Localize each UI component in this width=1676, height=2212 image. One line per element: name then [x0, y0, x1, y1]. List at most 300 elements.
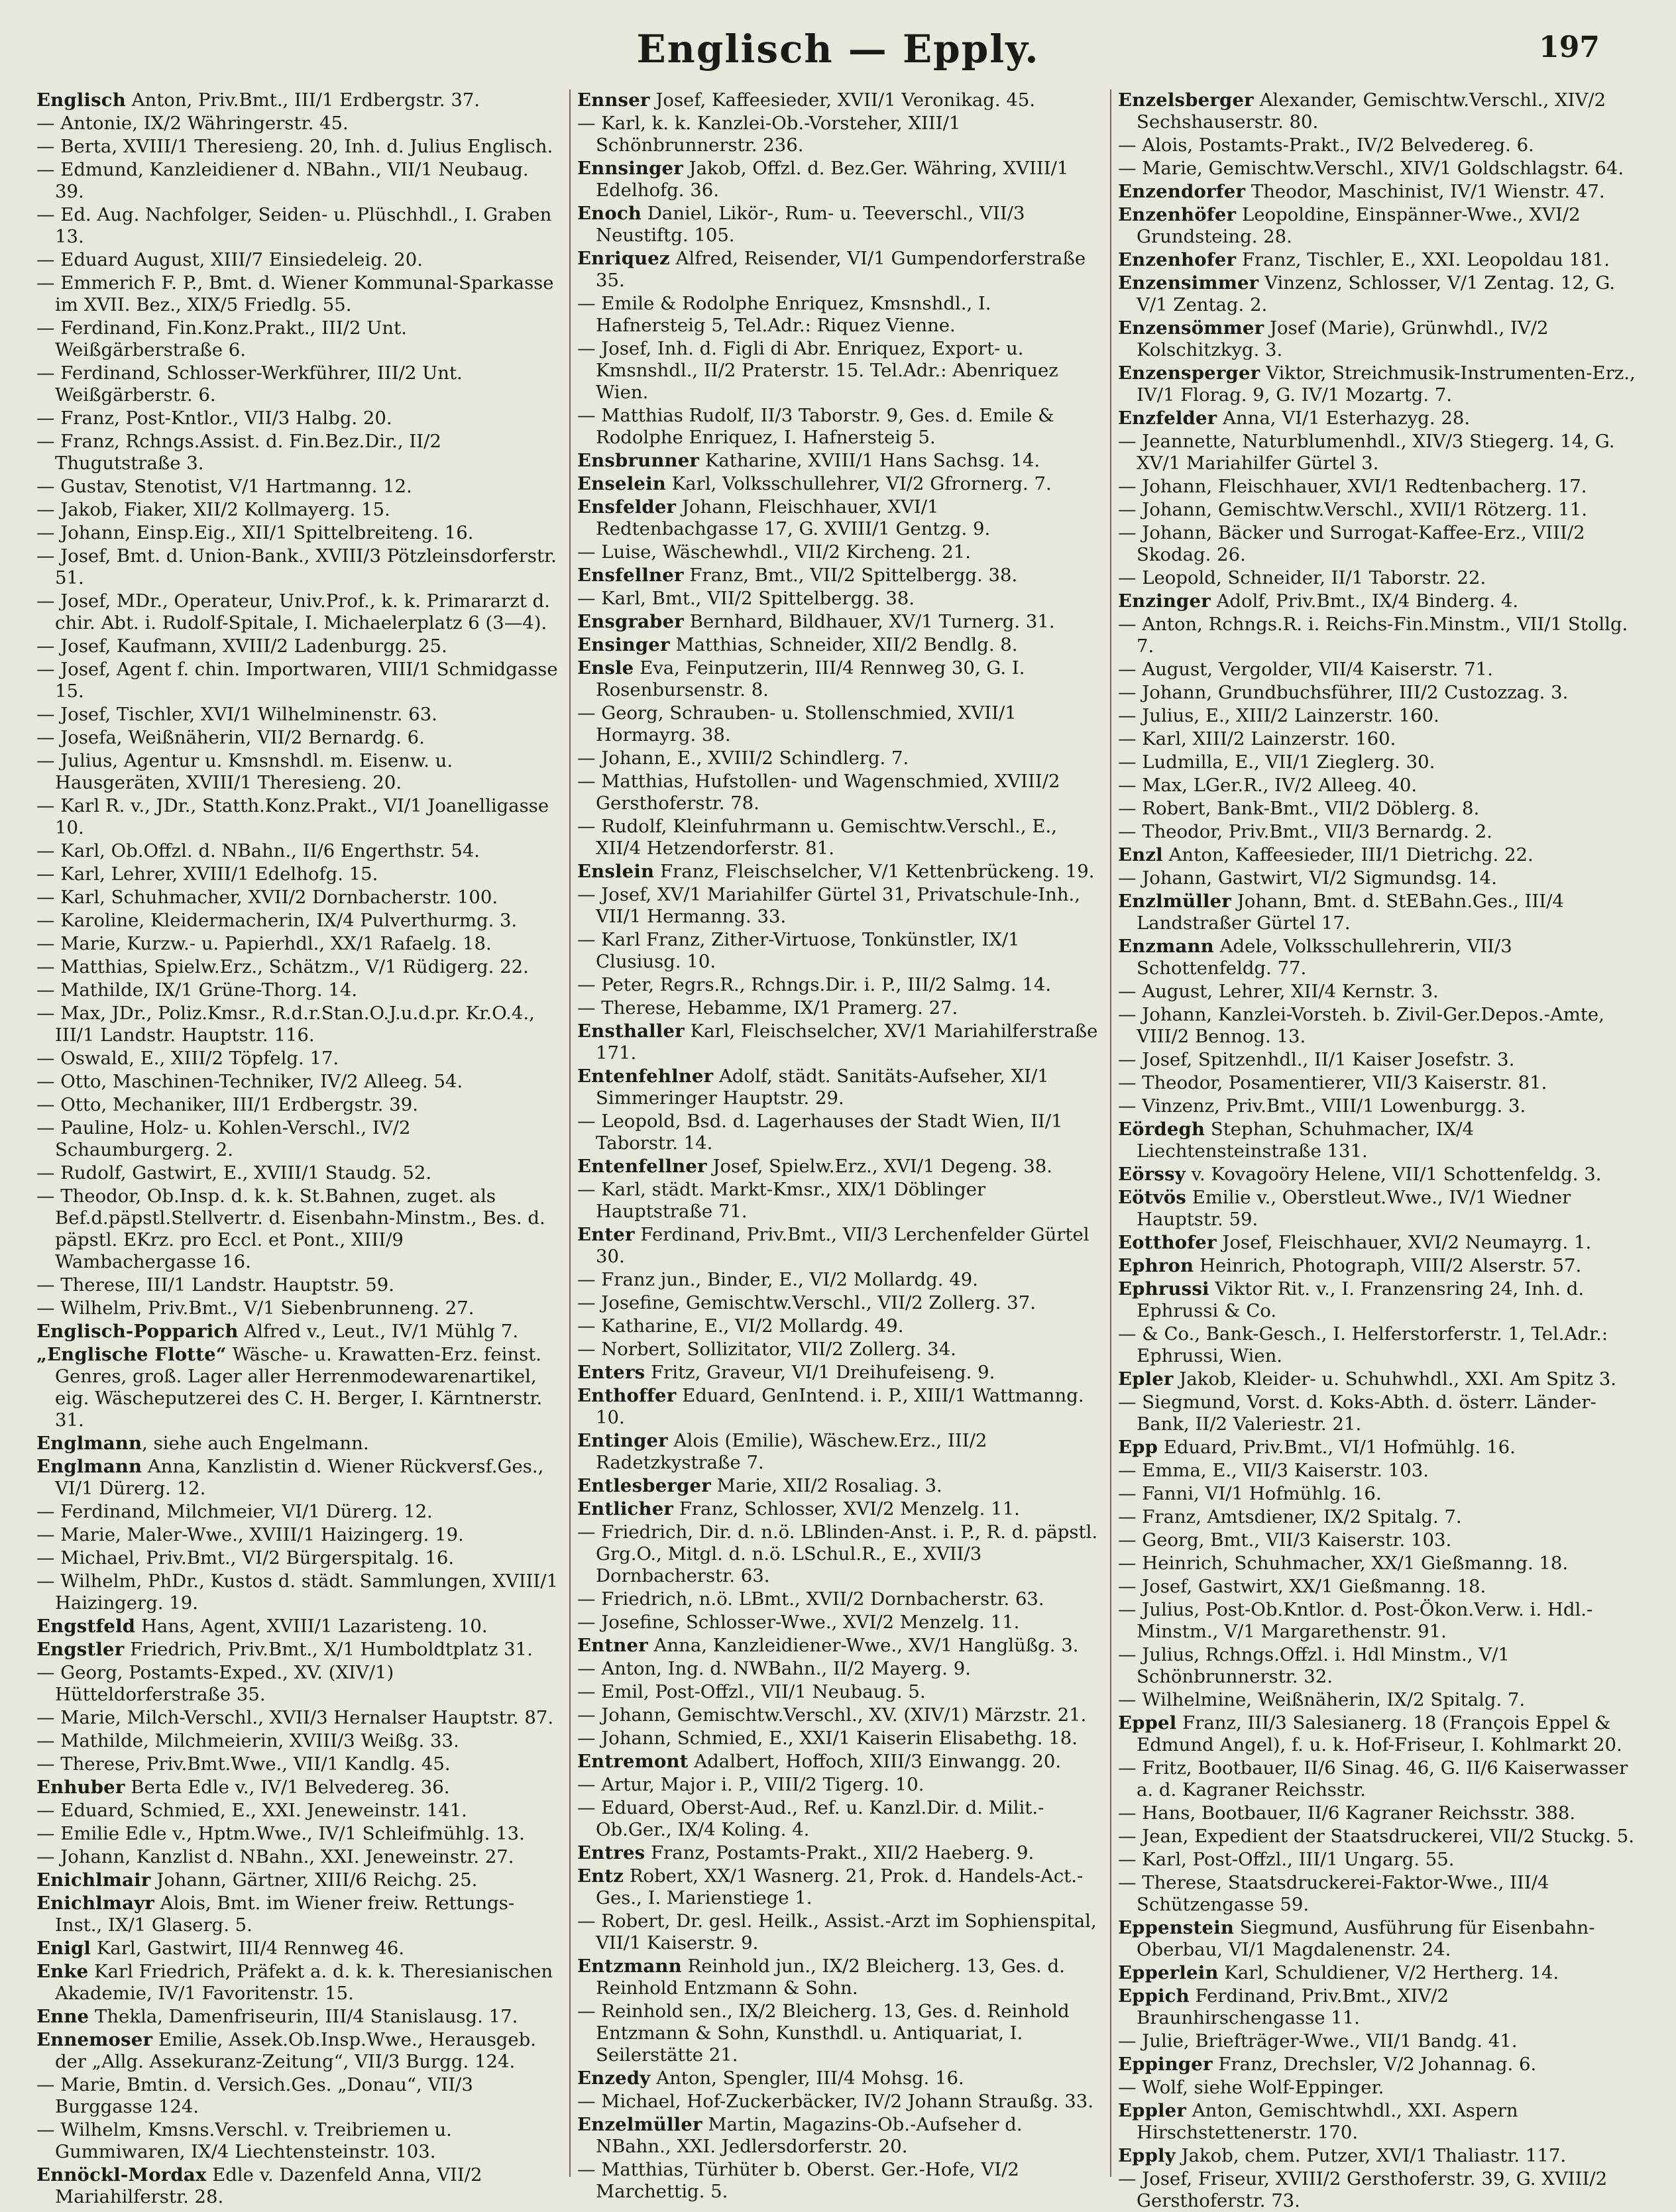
directory-entry: [1118, 728, 1640, 750]
directory-entry: [577, 1362, 1099, 1384]
directory-entry: [577, 1956, 1099, 1999]
directory-entry: [1118, 1255, 1640, 1277]
directory-entry: [577, 861, 1099, 883]
entry-details: — Jakob, Fiaker, XII/2 Kollmayerg. 15.: [36, 499, 390, 520]
entry-details: — Leopold, Schneider, II/1 Taborstr. 22.: [1118, 567, 1486, 588]
directory-entry: [1118, 2100, 1640, 2144]
directory-entry: [577, 1658, 1099, 1680]
directory-entry: [36, 1344, 559, 1431]
entry-surname: Enne: [36, 2006, 89, 2027]
entry-surname: Ensthaller: [577, 1021, 685, 1042]
directory-entry: [36, 910, 559, 932]
directory-entry: [577, 473, 1099, 495]
directory-entry: [36, 249, 559, 271]
entry-details: — Josef, Gastwirt, XX/1 Gießmanng. 18.: [1118, 1576, 1486, 1597]
directory-entry: [577, 997, 1099, 1019]
entry-details: — Julius, Post-Ob.Kntlor. d. Post-Ökon.Verw. i. Hdl.-Minstm., V/1 Margarethenstr. 91.: [1118, 1599, 1593, 1642]
entry-details: — Friedrich, n.ö. LBmt., XVII/2 Dornbacherstr. 63.: [577, 1588, 1044, 1610]
entry-details: — Emmerich F. P., Bmt. d. Wiener Kommunal-Sparkasse im XVII. Bez., XIX/5 Friedlg. 55.: [36, 272, 554, 315]
directory-entry: [577, 1498, 1099, 1520]
directory-entry: [1118, 522, 1640, 566]
directory-entry: [577, 450, 1099, 472]
directory-entry: [1118, 821, 1640, 843]
directory-entry: [1118, 1460, 1640, 1482]
entry-details: Eduard, Priv.Bmt., VI/1 Hofmühlg. 16.: [1158, 1437, 1516, 1458]
directory-entry: [577, 1612, 1099, 1633]
directory-entry: [577, 203, 1099, 247]
entry-details: — Johann, Bäcker und Surrogat-Kaffee-Erz., VIII/2 Skodag. 26.: [1118, 522, 1585, 565]
directory-entry: [577, 2001, 1099, 2066]
entry-details: — Ed. Aug. Nachfolger, Seiden- u. Plüschhdl., I. Graben 13.: [36, 204, 552, 247]
directory-entry: [577, 657, 1099, 701]
entry-details: — Josef, Kaufmann, XVIII/2 Ladenburgg. 25.: [36, 636, 447, 657]
entry-details: — Julius, Agentur u. Kmsnshdl. m. Eisenw. u. Hausgeräten, XVIII/1 Theresieng. 20.: [36, 750, 453, 793]
directory-entry: [1118, 1529, 1640, 1551]
directory-entry: [36, 1117, 559, 1161]
entry-details: — Theodor, Posamentierer, VII/3 Kaiserstr. 81.: [1118, 1072, 1547, 1093]
directory-entry: [577, 1774, 1099, 1796]
entry-surname: Ensbrunner: [577, 450, 700, 471]
directory-entry: [1118, 1392, 1640, 1435]
entry-surname: Ephron: [1118, 1255, 1194, 1276]
directory-entry: [1118, 476, 1640, 498]
directory-entry: [577, 1704, 1099, 1726]
entry-surname: Enzendorfer: [1118, 181, 1246, 202]
directory-entry: [1118, 1483, 1640, 1505]
entry-details: — Johann, Kanzlei-Vorsteh. b. Zivil-Ger.Depos.-Amte, VIII/2 Bennog. 13.: [1118, 1004, 1604, 1047]
entry-details: — Karl, Post-Offzl., III/1 Ungarg. 55.: [1118, 1849, 1455, 1870]
directory-entry: [36, 1274, 559, 1296]
directory-entry: [1118, 1164, 1640, 1186]
entry-details: — Karl, Bmt., VII/2 Spittelbergg. 38.: [577, 588, 915, 609]
directory-entry: [577, 338, 1099, 404]
entry-surname: Enzmann: [1118, 936, 1214, 957]
entry-details: — Theodor, Ob.Insp. d. k. k. St.Bahnen, zuget. als Bef.d.päpstl.Stellvertr. d. Eisenbahn-Minstm., Bes. d. päpstl. EKrz. pro Eccl. et Pont., XIII/9 Wambachergasse 16.: [36, 1186, 545, 1272]
entry-surname: Entres: [577, 1842, 645, 1863]
entry-surname: Epperlein: [1118, 1962, 1219, 1983]
entry-details: , siehe auch Engelmann.: [142, 1433, 369, 1454]
directory-entry: [577, 1728, 1099, 1749]
entry-details: — Josef, Tischler, XVI/1 Wilhelminenstr. 63.: [36, 704, 437, 725]
directory-entry: [1118, 2077, 1640, 2099]
directory-entry: [36, 750, 559, 794]
entry-details: — Georg, Bmt., VII/3 Kaiserstr. 103.: [1118, 1529, 1452, 1551]
entry-details: — Franz, Post-Kntlor., VII/3 Halbg. 20.: [36, 408, 392, 429]
entry-details: Anna, VI/1 Esterhazyg. 28.: [1217, 408, 1471, 429]
directory-entry: [1118, 1689, 1640, 1711]
directory-entry: [1118, 1917, 1640, 1961]
entry-details: Theodor, Maschinist, IV/1 Wienstr. 47.: [1245, 181, 1605, 202]
entry-details: — Michael, Priv.Bmt., VI/2 Bürgerspitalg. 16.: [36, 1547, 455, 1569]
directory-entry: [1118, 1826, 1640, 1848]
directory-entry: [1118, 1437, 1640, 1459]
entry-details: — Marie, Gemischtw.Verschl., XIV/1 Goldschlagstr. 64.: [1118, 158, 1624, 179]
entry-details: — Wolf, siehe Wolf-Eppinger.: [1118, 2077, 1384, 2098]
entry-details: — Josef, MDr., Operateur, Univ.Prof., k. k. Primararzt d. chir. Abt. i. Rudolf-Spitale, I. Michaelerplatz 6 (3—4).: [36, 590, 550, 634]
directory-entry: [577, 1475, 1099, 1497]
entry-details: Alexander, Gemischtw.Verschl., XIV/2 Sechshauserstr. 80.: [1137, 89, 1606, 133]
entry-surname: Eördegh: [1118, 1119, 1205, 1140]
directory-entry: [1118, 249, 1640, 271]
entry-details: — Marie, Maler-Wwe., XVIII/1 Haizingerg. 19.: [36, 1524, 464, 1545]
directory-entry: [1118, 408, 1640, 429]
entry-surname: Enslein: [577, 861, 655, 882]
entry-details: — Therese, III/1 Landstr. Hauptstr. 59.: [36, 1274, 394, 1296]
directory-entry: [36, 1777, 559, 1798]
entry-surname: Engstler: [36, 1639, 125, 1660]
entry-details: — Eduard August, XIII/7 Einsiedeleig. 20.: [36, 249, 423, 270]
directory-entry: [36, 840, 559, 862]
entry-details: Emilie v., Oberstleut.Wwe., IV/1 Wiedner Hauptstr. 59.: [1137, 1187, 1571, 1230]
entry-details: — Heinrich, Schuhmacher, XX/1 Gießmanng. 18.: [1118, 1553, 1569, 1574]
directory-entry: [1118, 1368, 1640, 1390]
entry-surname: Entlicher: [577, 1498, 674, 1520]
directory-entry: [1118, 1576, 1640, 1598]
entry-details: — Franz jun., Binder, E., VI/2 Mollardg. 49.: [577, 1269, 978, 1290]
directory-entry: [577, 747, 1099, 769]
entry-details: — Therese, Priv.Bmt.Wwe., VII/1 Kandlg. 45.: [36, 1753, 451, 1775]
entry-details: Hans, Agent, XVIII/1 Lazaristeng. 10.: [135, 1616, 488, 1637]
directory-entry: [36, 795, 559, 839]
entry-details: Siegmund, Ausführung für Eisenbahn-Oberbau, VI/1 Magdalenenstr. 24.: [1137, 1917, 1595, 1960]
directory-entry: [36, 545, 559, 589]
directory-entry: [577, 496, 1099, 540]
entry-details: Marie, XII/2 Rosaliag. 3.: [710, 1475, 942, 1496]
directory-entry: [577, 248, 1099, 292]
directory-entry: [36, 159, 559, 203]
entry-details: Katharine, XVIII/1 Hans Sachsg. 14.: [699, 450, 1040, 471]
entry-details: — Reinhold sen., IX/2 Bleicherg. 13, Ges. d. Reinhold Entzmann & Sohn, Kunsthdl. u. Antiquariat, I. Seilerstätte 21.: [577, 2001, 1070, 2066]
directory-entry: [1118, 431, 1640, 474]
directory-entry: [577, 929, 1099, 973]
entry-details: — Josef, Inh. d. Figli di Abr. Enriquez, Export- u. Kmsnshdl., II/2 Praterstr. 15. Tel.Adr.: Abenriquez Wien.: [577, 338, 1058, 403]
entry-details: — Johann, Grundbuchsführer, III/2 Custozzag. 3.: [1118, 682, 1569, 703]
entry-details: Karl, Schuldiener, V/2 Hertherg. 14.: [1218, 1962, 1559, 1983]
directory-entry: [36, 1456, 559, 1500]
entry-surname: Entlesberger: [577, 1475, 711, 1496]
directory-entry: [36, 659, 559, 702]
entry-details: — Johann, E., XVIII/2 Schindlerg. 7.: [577, 747, 909, 769]
entry-surname: Ennöckl-Mordax: [36, 2164, 207, 2185]
directory-entry: [1118, 362, 1640, 406]
entry-surname: Eppich: [1118, 1985, 1190, 2007]
entry-details: — Mathilde, Milchmeierin, XVIII/3 Weißg. 33.: [36, 1730, 459, 1751]
entry-surname: Enke: [36, 1961, 89, 1982]
entry-details: — Matthias, Türhüter b. Oberst. Ger.-Hofe, VI/2 Marchettig. 5.: [577, 2159, 1019, 2202]
directory-entry: [577, 702, 1099, 746]
directory-columns: [36, 89, 1640, 2211]
directory-entry: [577, 1588, 1099, 1610]
directory-entry: [1118, 89, 1640, 133]
entry-details: Anton, Priv.Bmt., III/1 Erdbergstr. 37.: [125, 89, 480, 111]
entry-details: Adolf, Priv.Bmt., IX/4 Binderg. 4.: [1210, 590, 1519, 612]
directory-entry: [1118, 1323, 1640, 1367]
directory-entry: [1118, 1187, 1640, 1231]
directory-entry: [36, 89, 559, 111]
entry-details: — Siegmund, Vorst. d. Koks-Abth. d. österr. Länder-Bank, II/2 Valeriestr. 21.: [1118, 1392, 1596, 1435]
directory-entry: [1118, 1278, 1640, 1322]
directory-entry: [1118, 1049, 1640, 1071]
directory-entry: [577, 1521, 1099, 1587]
directory-entry: [577, 1066, 1099, 1109]
directory-entry: [36, 1823, 559, 1845]
directory-entry: [36, 1571, 559, 1614]
entry-details: — Karl, Lehrer, XVIII/1 Edelhofg. 15.: [36, 863, 378, 885]
entry-details: — Gustav, Stenotist, V/1 Hartmanng. 12.: [36, 476, 412, 497]
entry-details: — Therese, Hebamme, IX/1 Pramerg. 27.: [577, 997, 958, 1019]
directory-entry: [36, 1961, 559, 2005]
directory-entry: [36, 1869, 559, 1891]
entry-details: Viktor, Streichmusik-Instrumenten-Erz., IV/1 Florag. 9, G. IV/1 Mozartg. 7.: [1137, 362, 1636, 406]
entry-details: — Josefine, Schlosser-Wwe., XVI/2 Menzelg. 11.: [577, 1612, 1020, 1633]
directory-entry: [1118, 2054, 1640, 2075]
entry-surname: Enter: [577, 1224, 635, 1245]
entry-surname: Enigl: [36, 1938, 91, 1959]
entry-details: — Matthias, Hufstollen- und Wagenschmied, XVIII/2 Gersthoferstr. 78.: [577, 771, 1060, 814]
entry-details: Bernhard, Bildhauer, XV/1 Turnerg. 31.: [684, 611, 1055, 632]
directory-entry: [577, 2091, 1099, 2113]
directory-entry: [577, 1797, 1099, 1841]
entry-details: — Josef, Friseur, XVIII/2 Gersthoferstr. 39, G. XVIII/2 Gersthoferstr. 73.: [1118, 2168, 1608, 2211]
entry-details: — Johann, Gastwirt, VI/2 Sigmundsg. 14.: [1118, 867, 1497, 889]
directory-entry: [1118, 158, 1640, 180]
directory-entry: [1118, 204, 1640, 248]
entry-details: — Antonie, IX/2 Währingerstr. 45.: [36, 113, 349, 134]
directory-entry: [577, 1865, 1099, 1909]
entry-details: Leopoldine, Einspänner-Wwe., XVI/2 Grundsteing. 28.: [1137, 204, 1581, 247]
entry-details: — Wilhelm, Kmsns.Verschl. v. Treibriemen u. Gummiwaren, IX/4 Liechtensteinstr. 103.: [36, 2119, 452, 2162]
directory-entry: [577, 1385, 1099, 1429]
entry-details: Karl, Gastwirt, III/4 Rennweg 46.: [91, 1938, 405, 1959]
entry-details: — Anton, Ing. d. NWBahn., II/2 Mayerg. 9.: [577, 1658, 972, 1679]
entry-details: Franz, Bmt., VII/2 Spittelbergg. 38.: [683, 565, 1018, 586]
entry-surname: Entremont: [577, 1751, 689, 1772]
entry-surname: Enzensimmer: [1118, 272, 1259, 294]
directory-entry: [577, 634, 1099, 656]
directory-entry: [1118, 1004, 1640, 1048]
entry-details: — Marie, Bmtin. d. Versich.Ges. „Donau“, VII/3 Burggasse 124.: [36, 2074, 473, 2117]
entry-details: Jakob, Offzl. d. Bez.Ger. Währing, XVIII/1 Edelhofg. 36.: [596, 158, 1069, 201]
directory-entry: [1118, 1712, 1640, 1756]
column-3: [1110, 89, 1640, 2211]
directory-entry: [1118, 1802, 1640, 1824]
entry-details: — Johann, Schmied, E., XXI/1 Kaiserin Elisabethg. 18.: [577, 1728, 1078, 1749]
directory-entry: [36, 317, 559, 361]
directory-entry: [36, 956, 559, 978]
entry-details: — Peter, Regrs.R., Rchngs.Dir. i. P., III/2 Salmg. 14.: [577, 974, 1052, 995]
entry-details: — Fritz, Bootbauer, II/6 Sinag. 46, G. II/6 Kaiserwasser a. d. Kagraner Reichsstr.: [1118, 1757, 1628, 1800]
entry-details: — Anton, Rchngs.R. i. Reichs-Fin.Minstm., VII/1 Stollg. 7.: [1118, 614, 1628, 657]
entry-details: Josef, Spielw.Erz., XVI/1 Degeng. 38.: [706, 1156, 1052, 1177]
entry-details: — Michael, Hof-Zuckerbäcker, IV/2 Johann Straußg. 33.: [577, 2091, 1093, 2112]
entry-surname: Enzensperger: [1118, 362, 1260, 384]
directory-entry: [1118, 2145, 1640, 2167]
entry-surname: „Englische Flotte“: [36, 1344, 227, 1365]
directory-entry: [1118, 499, 1640, 521]
directory-entry: [36, 1071, 559, 1093]
directory-entry: [36, 408, 559, 429]
entry-details: — Karl Franz, Zither-Virtuose, Tonkünstler, IX/1 Clusiusg. 10.: [577, 929, 1020, 972]
entry-details: — Franz, Amtsdiener, IX/2 Spitalg. 7.: [1118, 1506, 1462, 1527]
entry-details: Adolf, städt. Sanitäts-Aufseher, XI/1 Simmeringer Hauptstr. 29.: [596, 1066, 1049, 1109]
entry-details: — Artur, Major i. P., VIII/2 Tigerg. 10.: [577, 1774, 924, 1795]
entry-details: Thekla, Damenfriseurin, III/4 Stanislausg. 17.: [89, 2006, 518, 2027]
entry-surname: Enriquez: [577, 248, 670, 269]
directory-entry: [1118, 590, 1640, 612]
entry-details: — Josef, XV/1 Mariahilfer Gürtel 31, Privatschule-Inh., VII/1 Hermanng. 33.: [577, 884, 1081, 927]
directory-entry: [577, 1910, 1099, 1954]
entry-details: — Rudolf, Gastwirt, E., XVIII/1 Staudg. 52.: [36, 1162, 432, 1184]
entry-surname: Enzenhöfer: [1118, 204, 1237, 225]
entry-details: — Matthias Rudolf, II/3 Taborstr. 9, Ges. d. Emile & Rodolphe Enriquez, I. Hafnersteig 5.: [577, 405, 1054, 448]
entry-details: — Marie, Milch-Verschl., XVII/3 Hernalser Hauptstr. 87.: [36, 1707, 554, 1728]
directory-entry: [577, 1292, 1099, 1314]
directory-entry: [36, 1893, 559, 1936]
entry-details: Franz, Tischler, E., XXI. Leopoldau 181.: [1236, 249, 1610, 270]
entry-details: — Julie, Briefträger-Wwe., VII/1 Bandg. 41.: [1118, 2030, 1518, 2052]
entry-details: — Karl, k. k. Kanzlei-Ob.-Vorsteher, XIII/1 Schönbrunnerstr. 236.: [577, 113, 961, 156]
directory-entry: [36, 1298, 559, 1319]
entry-details: v. Kovagoöry Helene, VII/1 Schottenfeldg. 3.: [1185, 1164, 1602, 1185]
directory-entry: [36, 1639, 559, 1661]
entry-details: — August, Lehrer, XII/4 Kernstr. 3.: [1118, 981, 1439, 1002]
directory-entry: [36, 704, 559, 726]
directory-entry: [36, 887, 559, 909]
directory-entry: [36, 431, 559, 474]
entry-details: Alfred, Reisender, VI/1 Gumpendorferstraße 35.: [596, 248, 1086, 291]
entry-surname: Enzl: [1118, 844, 1163, 865]
directory-entry: [1118, 891, 1640, 934]
entry-details: — Josef, Spitzenhdl., II/1 Kaiser Josefstr. 3.: [1118, 1049, 1515, 1070]
entry-surname: Eörssy: [1118, 1164, 1186, 1185]
directory-entry: [36, 1501, 559, 1523]
entry-details: — Johann, Kanzlist d. NBahn., XXI. Jeneweinstr. 27.: [36, 1846, 514, 1867]
entry-details: Franz, Schlosser, XVI/2 Menzelg. 11.: [673, 1498, 1020, 1520]
entry-details: — Julius, Rchngs.Offzl. i. Hdl Minstm., V/1 Schönbrunnerstr. 32.: [1118, 1644, 1510, 1687]
column-2: [569, 89, 1099, 2202]
directory-entry: [36, 636, 559, 657]
entry-details: — Josef, Bmt. d. Union-Bank., XVIII/3 Pötzleinsdorferstr. 51.: [36, 545, 557, 588]
entry-details: — Josef, Agent f. chin. Importwaren, VIII/1 Schmidgasse 15.: [36, 659, 558, 702]
directory-entry: [577, 293, 1099, 337]
entry-surname: Entenfehlner: [577, 1066, 714, 1087]
entry-details: Stephan, Schuhmacher, IX/4 Liechtensteinstraße 131.: [1137, 1119, 1474, 1162]
entry-surname: Entner: [577, 1635, 648, 1656]
directory-entry: [1118, 1599, 1640, 1643]
entry-details: — Johann, Fleischhauer, XVI/1 Redtenbacherg. 17.: [1118, 476, 1587, 497]
entry-details: — Eduard, Schmied, E., XXI. Jeneweinstr. 141.: [36, 1800, 467, 1821]
directory-entry: [577, 1021, 1099, 1064]
directory-entry: [577, 113, 1099, 156]
directory-entry: [577, 565, 1099, 586]
entry-details: — Friedrich, Dir. d. n.ö. LBlinden-Anst. i. P., R. d. päpstl. Grg.O., Mitgl. d. n.ö. LSchul.R., E., XVII/3 Dornbacherstr. 63.: [577, 1521, 1098, 1586]
entry-surname: Ephrussi: [1118, 1278, 1209, 1300]
page-number: 197: [1539, 30, 1600, 64]
directory-entry: [1118, 751, 1640, 773]
directory-entry: [36, 979, 559, 1001]
entry-details: Eva, Feinputzerin, III/4 Rennweg 30, G. I. Rosenbursenstr. 8.: [596, 657, 1025, 700]
entry-surname: Entinger: [577, 1430, 668, 1451]
entry-details: Franz, Postamts-Prakt., XII/2 Haeberg. 9.: [645, 1842, 1034, 1863]
entry-details: — Emil, Post-Offzl., VII/1 Neubaug. 5.: [577, 1681, 926, 1702]
entry-surname: Epply: [1118, 2145, 1176, 2166]
entry-surname: Enzelsberger: [1118, 89, 1254, 111]
entry-details: — Georg, Postamts-Exped., XV. (XIV/1) Hütteldorferstraße 35.: [36, 1662, 394, 1705]
entry-details: Josef, Fleischhauer, XVI/2 Neumayrg. 1.: [1216, 1232, 1592, 1253]
entry-details: Josef (Marie), Grünwhdl., IV/2 Kolschitzkyg. 3.: [1137, 317, 1549, 360]
directory-entry: [36, 1547, 559, 1569]
entry-surname: Ennsinger: [577, 158, 683, 179]
entry-surname: Enzensömmer: [1118, 317, 1264, 339]
entry-surname: Entzmann: [577, 1956, 682, 1977]
directory-entry: [36, 1162, 559, 1184]
directory-entry: [577, 1681, 1099, 1703]
entry-details: Alois, Bmt. im Wiener freiw. Rettungs-Inst., IX/1 Glaserg. 5.: [55, 1893, 515, 1936]
entry-details: Heinrich, Photograph, VIII/2 Alserstr. 57.: [1194, 1255, 1582, 1276]
directory-entry: [577, 158, 1099, 201]
directory-entry: [1118, 1553, 1640, 1575]
entry-details: — Katharine, E., VI/2 Mollardg. 49.: [577, 1315, 904, 1337]
directory-entry: [577, 2068, 1099, 2089]
directory-entry: [1118, 1232, 1640, 1254]
entry-surname: Ennser: [577, 89, 650, 111]
entry-details: — Karl, Schuhmacher, XVII/2 Dornbacherstr. 100.: [36, 887, 498, 908]
entry-details: Fritz, Graveur, VI/1 Dreihufeiseng. 9.: [645, 1362, 995, 1383]
entry-details: — Norbert, Sollizitator, VII/2 Zollerg. 34.: [577, 1339, 956, 1360]
entry-details: — Max, LGer.R., IV/2 Alleeg. 40.: [1118, 775, 1418, 796]
entry-surname: Epp: [1118, 1437, 1158, 1458]
directory-entry: [577, 588, 1099, 610]
entry-details: — Otto, Maschinen-Techniker, IV/2 Alleeg. 54.: [36, 1071, 463, 1092]
entry-surname: Enzelmüller: [577, 2114, 702, 2135]
directory-entry: [1118, 867, 1640, 889]
entry-details: — Johann, Einsp.Eig., XII/1 Spittelbreiteng. 16.: [36, 522, 474, 543]
directory-entry: [577, 974, 1099, 996]
entry-details: Matthias, Schneider, XII/2 Bendlg. 8.: [669, 634, 1018, 655]
directory-entry: [577, 1635, 1099, 1657]
directory-entry: [1118, 1095, 1640, 1117]
directory-entry: [577, 1339, 1099, 1360]
entry-details: — Emma, E., VII/3 Kaiserstr. 103.: [1118, 1460, 1429, 1481]
entry-details: Johann, Gärtner, XIII/6 Reichg. 25.: [150, 1869, 478, 1891]
entry-details: — Robert, Bank-Bmt., VII/2 Döblerg. 8.: [1118, 798, 1480, 819]
entry-details: Adele, Volksschullehrerin, VII/3 Schottenfeldg. 77.: [1137, 936, 1512, 979]
entry-details: Martin, Magazins-Ob.-Aufseher d. NBahn., XXI. Jedlersdorferstr. 20.: [596, 2114, 1023, 2157]
directory-entry: [36, 1707, 559, 1729]
directory-entry: [577, 1315, 1099, 1337]
directory-entry: [36, 522, 559, 544]
entry-details: — Ferdinand, Milchmeier, VI/1 Dürerg. 12.: [36, 1501, 433, 1522]
directory-entry: [1118, 135, 1640, 156]
directory-entry: [577, 816, 1099, 859]
entry-details: — & Co., Bank-Gesch., I. Helferstorferstr. 1, Tel.Adr.: Ephrussi, Wien.: [1118, 1323, 1608, 1366]
directory-entry: [36, 2006, 559, 2028]
entry-details: Adalbert, Hoffoch, XIII/3 Einwangg. 20.: [688, 1751, 1062, 1772]
entry-details: — Josefine, Gemischtw.Verschl., VII/2 Zollerg. 37.: [577, 1292, 1036, 1313]
directory-entry: [577, 1430, 1099, 1474]
directory-entry: [577, 1111, 1099, 1154]
entry-surname: Eppinger: [1118, 2054, 1213, 2075]
entry-details: — Robert, Dr. gesl. Heilk., Assist.-Arzt im Sophienspital, VII/1 Kaiserstr. 9.: [577, 1910, 1097, 1954]
entry-surname: Eppenstein: [1118, 1917, 1235, 1938]
entry-surname: Enoch: [577, 203, 642, 224]
entry-details: — Therese, Staatsdruckerei-Faktor-Wwe., III/4 Schützengasse 59.: [1118, 1872, 1549, 1915]
directory-entry: [36, 1186, 559, 1273]
directory-entry: [577, 1269, 1099, 1291]
directory-entry: [36, 1616, 559, 1637]
entry-details: Alois (Emilie), Wäschew.Erz., III/2 Radetzkystraße 7.: [596, 1430, 987, 1473]
directory-entry: [36, 1433, 559, 1455]
